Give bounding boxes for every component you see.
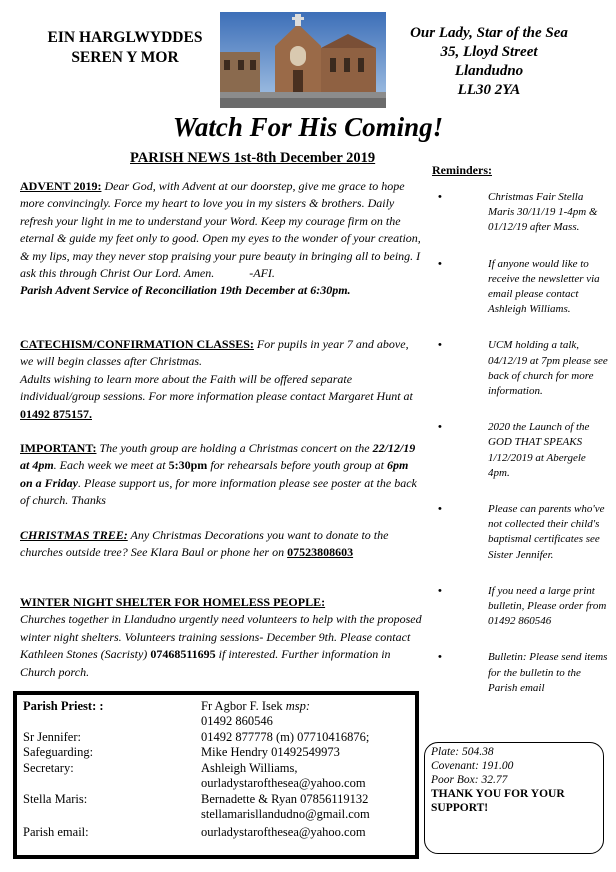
advent-prayer: Dear God, with Advent at our doorstep, give me grace to hope more convincingly. Force my heart to love you in my sisters & brothers. Daily refresh your light in me to understand your Word. Keep my courage firm on the eternal & guide my feet only to good. Open my eyes to the wonder of your creation, & my lips, may they never stop praising your pure beauty in bringing all to being. I ask this through Christ Our Lord. Amen. [20, 179, 421, 281]
offertory-box [424, 742, 604, 854]
reminders-heading: Reminders: [432, 163, 492, 177]
youth-group-time: 6pm on a Friday [20, 458, 409, 490]
stella-label: Stella Maris: [23, 792, 88, 806]
bullet-icon: • [438, 421, 442, 434]
bullet-icon: • [438, 257, 442, 270]
parish-address [378, 24, 600, 100]
plate-amount: Plate: 504.38 [431, 746, 494, 758]
priest-label: Parish Priest: : [23, 699, 104, 713]
safeguarding-label: Safeguarding: [23, 745, 94, 759]
advent-service: Parish Advent Service of Reconciliation 19th December at 6:30pm. [20, 283, 351, 298]
catechism-text1: For pupils in year 7 and above, we will begin classes after Christmas. [20, 337, 409, 369]
reminder-text: Christmas Fair Stella Maris 30/11/19 1-4pm & 01/12/19 after Mass. [488, 191, 598, 234]
shelter-phone[interactable]: 07468511695 [150, 647, 216, 662]
reminder-text: If you need a large print bulletin, Please order from 01492 860546 [488, 584, 607, 628]
important-heading: IMPORTANT: [20, 441, 97, 455]
priest-phone[interactable]: 01492 860546 [201, 714, 273, 728]
safeguarding-value[interactable]: Mike Hendry 01492549973 [201, 745, 340, 759]
night-shelter-section [20, 594, 422, 681]
catechism-heading: CATECHISM/CONFIRMATION CLASSES: [20, 337, 254, 351]
address-line3: Llandudno [454, 63, 524, 79]
catechism-text2: Adults wishing to learn more about the Faith will be offered separate individual/group sessions. For more information please contact Margaret Hunt at [20, 371, 413, 404]
thank-you-line1: THANK YOU FOR YOUR [431, 788, 565, 800]
advent-section [20, 178, 422, 300]
advent-heading: ADVENT 2019: [20, 179, 102, 193]
newsletter-subtitle: PARISH NEWS 1st-8th December 2019 [130, 150, 376, 166]
reminder-item [428, 190, 608, 236]
catechism-section [20, 336, 422, 423]
welsh-name-line2: SEREN Y MOR [71, 49, 179, 66]
welsh-name-line1: EIN HARGLWYDDES [47, 29, 203, 46]
important-text2: . Each week we meet at [53, 458, 169, 473]
stella-email[interactable]: stellamarisllandudno@gmail.com [201, 807, 370, 821]
bullet-icon: • [438, 339, 442, 352]
christmas-tree-section [20, 527, 422, 562]
important-text1: The youth group are holding a Christmas concert on the [96, 441, 373, 455]
reminder-text: Bulletin: Please send items for the bulletin to the Parish email [488, 651, 608, 694]
bullet-icon: • [438, 503, 442, 516]
address-line4: LL30 2YA [457, 82, 521, 98]
jennifer-phone[interactable]: 01492 877778 (m) 07710416876; [201, 730, 370, 744]
rehearsal-time: 5:30pm [168, 458, 208, 473]
page-title: Watch For His Coming! [172, 112, 444, 142]
reminder-item [428, 338, 608, 399]
reminder-text: 2020 the Launch of the GOD THAT SPEAKS 1/12/2019 at Abergele 4pm. [488, 421, 590, 479]
important-section [20, 440, 422, 510]
important-text3: for rehearsals before youth group at [207, 458, 387, 473]
important-text4: . Please support us, for more information please see poster at the back of church. Thanks [20, 475, 417, 508]
secretary-email[interactable]: ourladystarofthesea@yahoo.com [201, 776, 366, 790]
bullet-icon: • [438, 584, 442, 597]
secretary-name: Ashleigh Williams, [201, 761, 298, 775]
tree-phone[interactable]: 07523808603 [287, 545, 354, 560]
reminder-item [428, 502, 608, 563]
address-line1: Our Lady, Star of the Sea [410, 25, 568, 41]
church-photo [220, 12, 386, 108]
priest-value [201, 699, 310, 714]
shelter-heading: WINTER NIGHT SHELTER FOR HOMELESS PEOPLE: [20, 595, 326, 609]
reminder-text: Please can parents who've not collected their child's baptismal certificates see Sister Jennifer. [488, 503, 605, 561]
parish-email[interactable]: ourladystarofthesea@yahoo.com [201, 825, 366, 839]
reminder-item [428, 420, 608, 481]
poor-box-amount: Poor Box: 32.77 [431, 774, 508, 786]
priest-order: msp: [285, 699, 311, 713]
reminder-item [428, 650, 608, 696]
bullet-icon: • [438, 191, 442, 203]
address-line2: 35, Lloyd Street [440, 44, 538, 60]
tree-heading: CHRISTMAS TREE: [20, 528, 128, 542]
reminder-text: If anyone would like to receive the newsletter via email please contact Ashleigh Williams. [488, 257, 600, 316]
priest-name: Fr Agbor F. Isek [201, 699, 283, 713]
shelter-text2: if interested. Further information in Church porch. [20, 647, 391, 679]
tree-text: Any Christmas Decorations you want to donate to the churches outside tree? See Klara Baul or phone her on [20, 528, 389, 560]
covenant-amount: Covenant: 191.00 [431, 760, 514, 772]
advent-signature: -AFI. [249, 266, 275, 281]
reminder-item [428, 584, 608, 630]
reminders-list [428, 190, 608, 717]
parish-email-label: Parish email: [23, 825, 89, 839]
reminder-text: UCM holding a talk, 04/12/19 at 7pm please see back of church for more information. [488, 339, 608, 398]
welsh-parish-name [20, 28, 230, 68]
bullet-icon: • [438, 651, 442, 664]
parish-contacts-box [13, 691, 419, 859]
catechism-phone[interactable]: 01492 875157. [20, 406, 92, 421]
stella-contact[interactable]: Bernadette & Ryan 07856119132 [201, 792, 369, 806]
secretary-label: Secretary: [23, 761, 74, 775]
church-illustration [220, 12, 386, 108]
concert-date: 22/12/19 at 4pm [20, 441, 416, 473]
thank-you-line2: SUPPORT! [431, 802, 489, 814]
jennifer-label: Sr Jennifer: [23, 730, 81, 744]
reminder-item [428, 257, 608, 318]
shelter-text: Churches together in Llandudno urgently need volunteers to help with the proposed winter night shelters. Volunteers training sessions- December 9th. Please contact Kathleen Stones (Sacristy) [20, 612, 422, 662]
